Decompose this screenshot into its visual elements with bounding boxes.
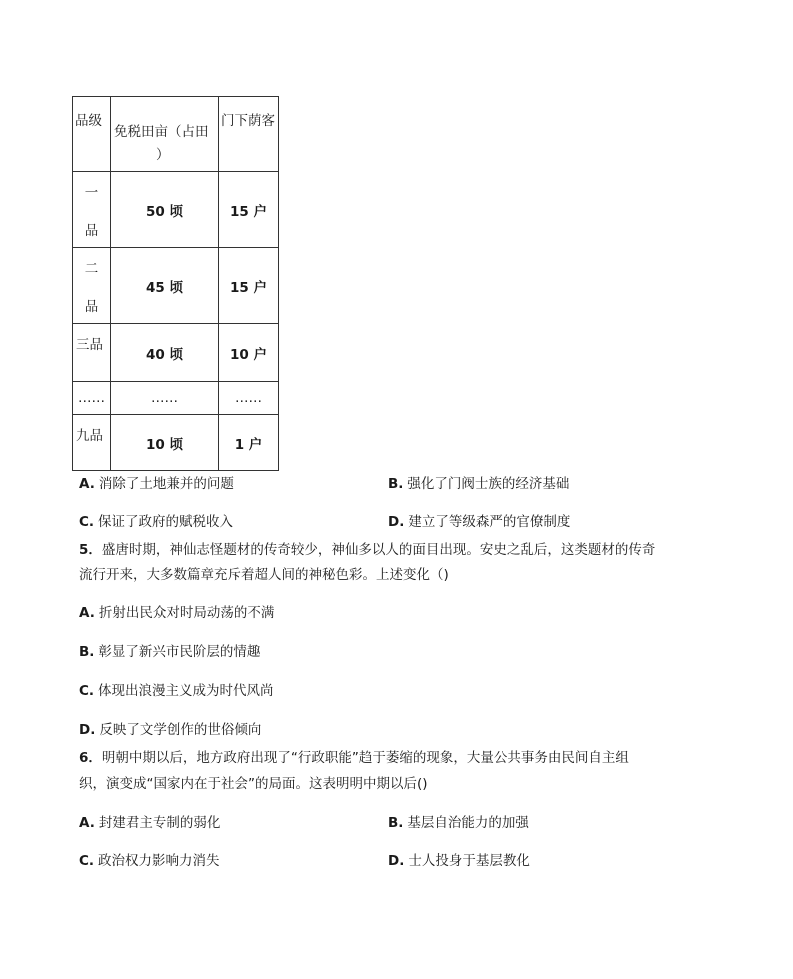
option-letter: A. [79, 476, 95, 492]
q6-option-c[interactable] [79, 849, 220, 869]
q4-option-a[interactable] [79, 472, 234, 492]
households-cell: 15 户 [219, 172, 279, 248]
option-text: 基层自治能力的加强 [407, 815, 529, 831]
header-land [111, 97, 219, 172]
question-number: 6． [79, 750, 102, 766]
q6-stem-line1 [79, 746, 629, 766]
grade-char-top: 一 [84, 184, 99, 201]
option-text: 反映了文学创作的世俗倾向 [99, 722, 262, 738]
header-grade: 品级 [73, 97, 111, 172]
land-cell: 10 顷 [111, 415, 219, 471]
option-text: 消除了土地兼并的问题 [98, 476, 234, 492]
option-letter: A. [79, 605, 95, 621]
q5-option-d[interactable] [79, 718, 261, 738]
land-cell: 45 顷 [111, 248, 219, 324]
table-row [73, 172, 279, 248]
header-land-line2: ） [156, 147, 170, 163]
grade-cell: 九品 [73, 415, 111, 471]
option-letter: D. [388, 514, 405, 530]
option-letter: C. [79, 514, 95, 530]
option-text: 折射出民众对时局动荡的不满 [98, 605, 275, 621]
grade-char-bottom: 品 [84, 298, 99, 315]
land-cell: …… [111, 382, 219, 415]
q5-stem-line2: 流行开来，大多数篇章充斥着超人间的神秘色彩。上述变化（) [79, 567, 449, 583]
q5-stem-text: 盛唐时期，神仙志怪题材的传奇较少，神仙多以人的面目出现。安史之乱后，这类题材的传奇 [101, 542, 656, 558]
option-letter: D. [388, 853, 405, 869]
option-text: 强化了门阀士族的经济基础 [407, 476, 570, 492]
option-letter: A. [79, 815, 95, 831]
option-letter: B. [388, 815, 404, 831]
q4-option-c[interactable] [79, 510, 233, 530]
table-row [73, 248, 279, 324]
land-cell: 40 顷 [111, 324, 219, 382]
table-header-row [73, 97, 279, 172]
table-row [73, 324, 279, 382]
option-letter: C. [79, 683, 95, 699]
households-cell: 10 户 [219, 324, 279, 382]
land-cell: 50 顷 [111, 172, 219, 248]
q5-option-b[interactable] [79, 640, 260, 660]
households-cell: …… [219, 382, 279, 415]
header-households: 门下荫客 [219, 97, 279, 172]
q6-option-d[interactable] [388, 849, 530, 869]
header-land-line1: 免税田亩（占田 [114, 124, 209, 140]
q5-option-a[interactable] [79, 601, 274, 621]
option-text: 士人投身于基层教化 [408, 853, 530, 869]
q5-option-c[interactable] [79, 679, 274, 699]
option-text: 建立了等级森严的官僚制度 [408, 514, 571, 530]
option-text: 体现出浪漫主义成为时代风尚 [98, 683, 274, 699]
q6-stem-text: 明朝中期以后，地方政府出现了“行政职能”趋于萎缩的现象，大量公共事务由民间自主组 [101, 750, 629, 766]
households-cell: 15 户 [219, 248, 279, 324]
q4-option-b[interactable] [388, 472, 569, 492]
option-letter: B. [388, 476, 404, 492]
option-text: 彰显了新兴市民阶层的情趣 [98, 644, 261, 660]
q6-option-b[interactable] [388, 811, 529, 831]
grade-cell: …… [73, 382, 111, 415]
q6-stem-line2: 织，演变成“国家内在于社会”的局面。这表明明中期以后() [79, 776, 428, 792]
grade-char-bottom: 品 [84, 222, 99, 239]
households-cell: 1 户 [219, 415, 279, 471]
q4-option-d[interactable] [388, 510, 570, 530]
grade-cell [73, 248, 111, 324]
q5-stem-line1 [79, 538, 655, 558]
option-letter: C. [79, 853, 95, 869]
grade-cell: 三品 [73, 324, 111, 382]
table-row [73, 382, 279, 415]
grade-char-top: 二 [84, 260, 99, 277]
option-letter: D. [79, 722, 96, 738]
option-text: 政治权力影响力消失 [98, 853, 220, 869]
table-row [73, 415, 279, 471]
option-letter: B. [79, 644, 95, 660]
q6-option-a[interactable] [79, 811, 220, 831]
option-text: 封建君主专制的弱化 [98, 815, 221, 831]
grade-cell [73, 172, 111, 248]
grade-privilege-table [72, 96, 279, 471]
option-text: 保证了政府的赋税收入 [98, 514, 234, 530]
question-number: 5． [79, 542, 102, 558]
